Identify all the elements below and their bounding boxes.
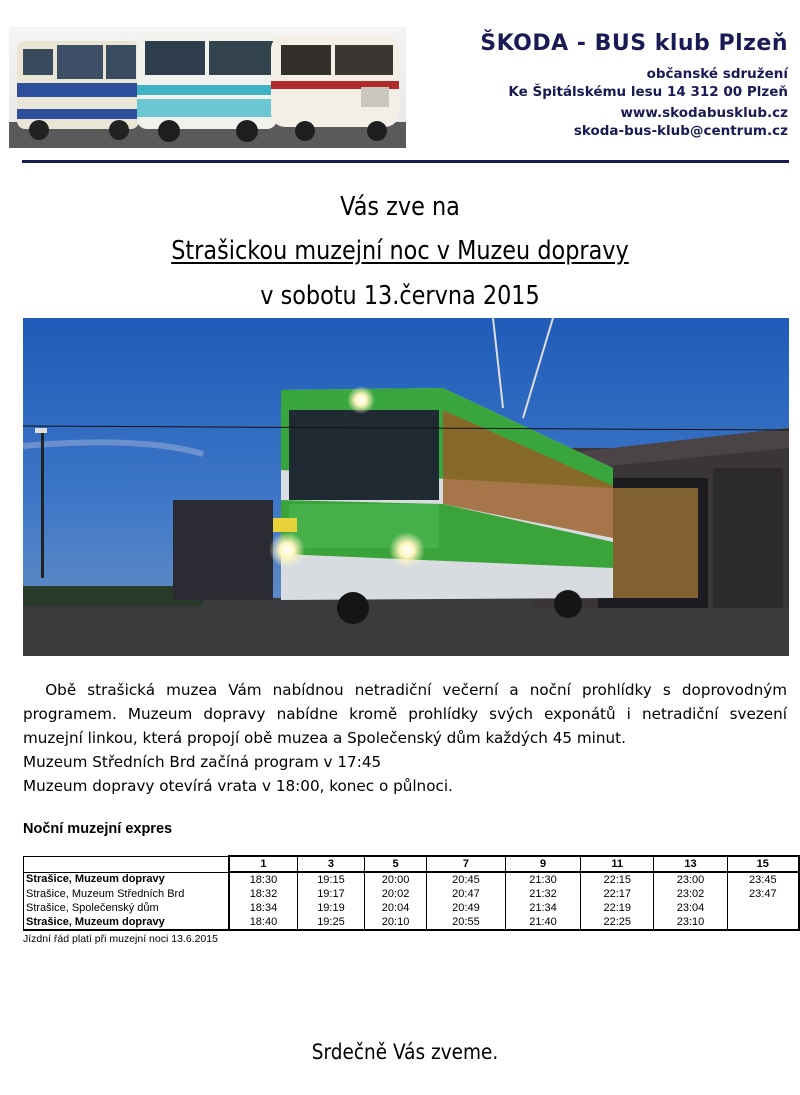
departure-time: 22:17 (581, 887, 654, 901)
club-address: Ke Špitálskému lesu 14 312 00 Plzeň (508, 84, 788, 100)
timetable-header-row (24, 856, 800, 872)
table-row (24, 901, 800, 915)
departure-time: 19:25 (297, 915, 365, 930)
departure-time: 22:19 (581, 901, 654, 915)
trip-number: 15 (727, 856, 799, 872)
trip-number: 3 (297, 856, 365, 872)
departure-time: 18:34 (229, 901, 297, 915)
departure-time: 21:40 (505, 915, 580, 930)
trip-number: 1 (229, 856, 297, 872)
departure-time: 23:00 (654, 872, 727, 887)
club-website[interactable]: www.skodabusklub.cz (620, 105, 788, 121)
departure-time (727, 915, 799, 930)
trolleybus-photo (23, 318, 789, 656)
departure-time: 22:15 (581, 872, 654, 887)
timetable-title: Noční muzejní expres (23, 821, 173, 837)
trip-number: 7 (426, 856, 505, 872)
event-name: Strašickou muzejní noc v Muzeu dopravy (171, 236, 629, 266)
invitation-line-1: Vás zve na (340, 192, 460, 222)
departure-time: 20:49 (426, 901, 505, 915)
departure-time: 18:30 (229, 872, 297, 887)
trip-number: 9 (505, 856, 580, 872)
trip-number: 11 (581, 856, 654, 872)
departure-time: 20:10 (365, 915, 427, 930)
invitation-line-2 (56, 236, 744, 266)
departure-time: 20:47 (426, 887, 505, 901)
departure-time: 18:32 (229, 887, 297, 901)
departure-time: 21:32 (505, 887, 580, 901)
trip-number: 5 (365, 856, 427, 872)
departure-time: 23:47 (727, 887, 799, 901)
table-row (24, 915, 800, 930)
stop-name: Strašice, Muzeum dopravy (24, 915, 230, 930)
club-name: ŠKODA - BUS klub Plzeň (480, 31, 788, 56)
timetable-validity-note: Jízdní řád platí při muzejní noci 13.6.2015 (23, 933, 218, 945)
museum-brdy-start: Muzeum Středních Brd začíná program v 17:45 (23, 753, 382, 771)
departure-time: 20:04 (365, 901, 427, 915)
departure-time: 20:55 (426, 915, 505, 930)
timetable-corner-cell (24, 856, 230, 872)
trip-number: 13 (654, 856, 727, 872)
departure-time: 19:17 (297, 887, 365, 901)
departure-time: 23:04 (654, 901, 727, 915)
org-type: občanské sdružení (646, 66, 788, 82)
event-description (23, 678, 792, 798)
departure-time: 20:00 (365, 872, 427, 887)
transport-museum-hours: Muzeum dopravy otevírá vrata v 18:00, konec o půlnoci. (23, 777, 453, 795)
departure-time: 23:45 (727, 872, 799, 887)
invitation-line-3: v sobotu 13.června 2015 (260, 281, 540, 311)
stop-name: Strašice, Muzeum dopravy (24, 872, 230, 887)
departure-time: 19:19 (297, 901, 365, 915)
header-divider (22, 160, 789, 163)
closing-line: Srdečně Vás zveme. (311, 1040, 499, 1064)
timetable-table (23, 855, 800, 931)
table-row (24, 887, 800, 901)
stop-name: Strašice, Společenský dům (24, 901, 230, 915)
departure-time: 23:02 (654, 887, 727, 901)
description-paragraph: Obě strašická muzea Vám nabídnou netradiční večerní a noční prohlídky s doprovodným programem. Muzeum dopravy nabídne kromě prohlídky svých exponátů i netradiční svezení muzejní linkou, která propojí obě muzea a Společenský dům každých 45 minut. (23, 681, 792, 747)
stop-name: Strašice, Muzeum Středních Brd (24, 887, 230, 901)
departure-time: 20:45 (426, 872, 505, 887)
club-email[interactable]: skoda-bus-klub@centrum.cz (573, 123, 788, 139)
departure-time: 20:02 (365, 887, 427, 901)
departure-time (727, 901, 799, 915)
departure-time: 21:34 (505, 901, 580, 915)
departure-time: 19:15 (297, 872, 365, 887)
departure-time: 22:25 (581, 915, 654, 930)
table-row (24, 872, 800, 887)
departure-time: 23:10 (654, 915, 727, 930)
departure-time: 21:30 (505, 872, 580, 887)
departure-time: 18:40 (229, 915, 297, 930)
header-buses-photo (9, 27, 406, 148)
